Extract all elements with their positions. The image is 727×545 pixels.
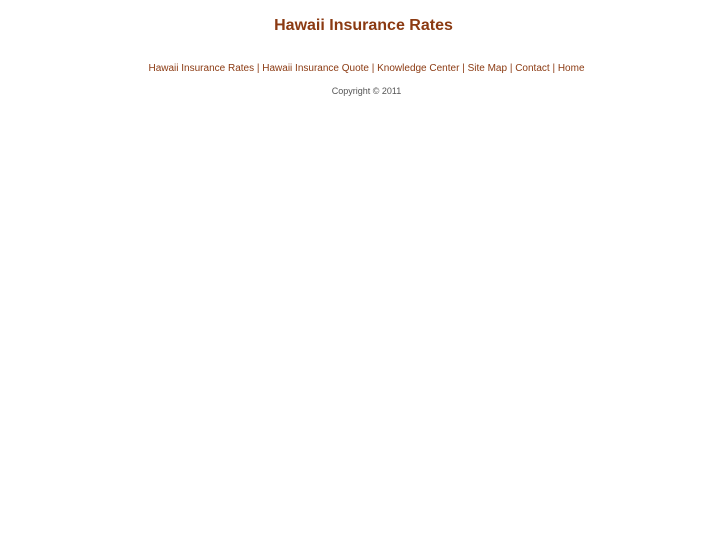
footer-nav [0, 62, 727, 76]
nav-separator: | [368, 63, 378, 74]
nav-separator: | [549, 63, 558, 74]
nav-separator: | [459, 63, 468, 74]
nav-link-hawaii-insurance-quote[interactable]: Hawaii Insurance Quote [262, 63, 369, 74]
nav-link-knowledge-center[interactable]: Knowledge Center [377, 63, 460, 74]
nav-separator: | [254, 63, 263, 74]
nav-link-site-map[interactable]: Site Map [467, 63, 508, 74]
nav-link-home[interactable]: Home [557, 63, 585, 74]
nav-link-hawaii-insurance-rates[interactable]: Hawaii Insurance Rates [148, 63, 255, 74]
page-title: Hawaii Insurance Rates [274, 17, 453, 34]
nav-link-contact[interactable]: Contact [515, 63, 550, 74]
nav-separator: | [507, 63, 516, 74]
copyright-text: Copyright © 2011 [331, 86, 402, 96]
